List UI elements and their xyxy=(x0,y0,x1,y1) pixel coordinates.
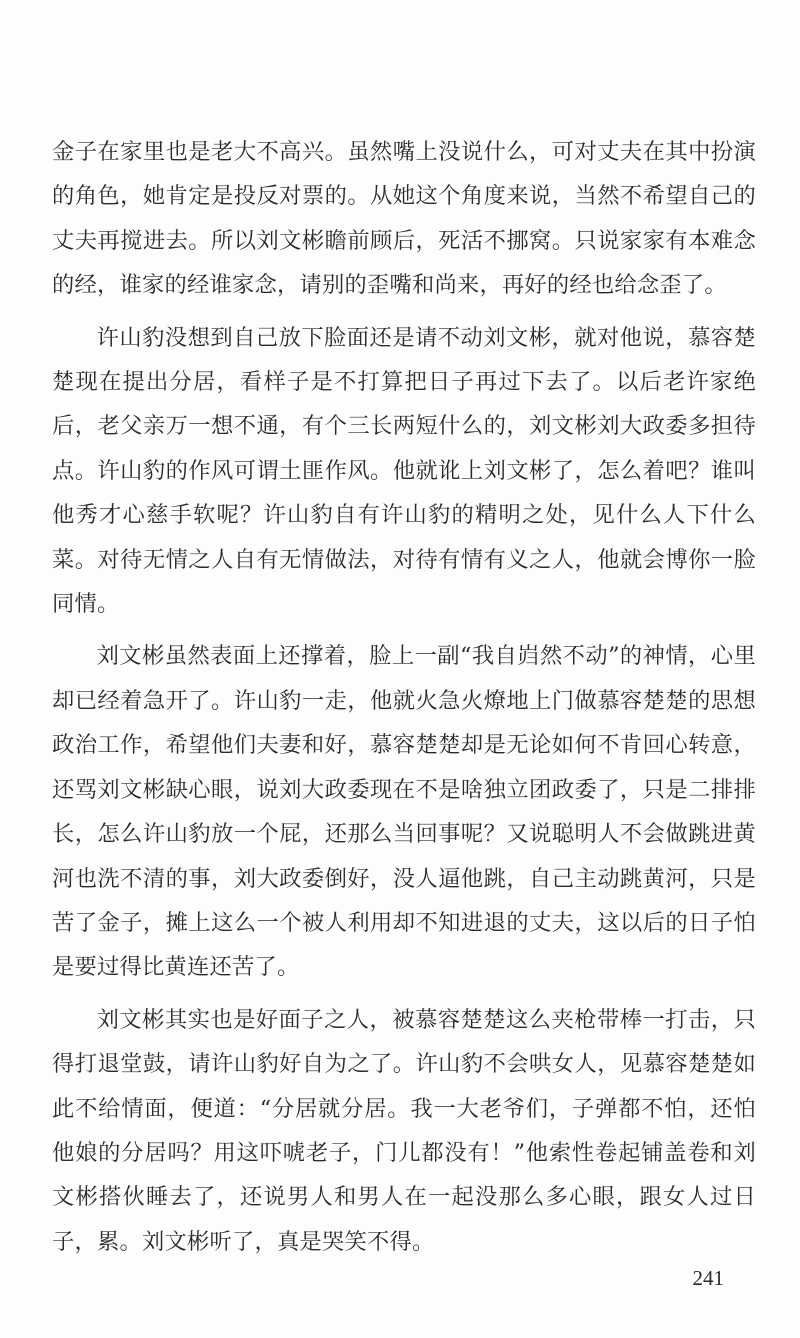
paragraph-2: 许山豹没想到自己放下脸面还是请不动刘文彬，就对他说，慕容楚楚现在提出分居，看样子是不打算把日子再过下去了。以后老许家绝后，老父亲万一想不通，有个三长两短什么的，刘文彬刘大政委多担待点。许山豹的作风可谓土匪作风。他就讹上刘文彬了，怎么着吧？谁叫他秀才心慈手软呢？许山豹自有许山豹的精明之处，见什么人下什么菜。对待无情之人自有无情做法，对待有情有义之人，他就会博你一脸同情。 xyxy=(52,324,756,618)
page-number: 241 xyxy=(692,1266,724,1290)
body-text xyxy=(52,130,756,1272)
paragraph-3: 刘文彬虽然表面上还撑着，脸上一副“我自岿然不动”的神情，心里却已经着急开了。许山豹一走，他就火急火燎地上门做慕容楚楚的思想政治工作，希望他们夫妻和好，慕容楚楚却是无论如何不肯回心转意，还骂刘文彬缺心眼，说刘大政委现在不是啥独立团政委了，只是二排排长，怎么许山豹放一个屁，还那么当回事呢？又说聪明人不会做跳进黄河也洗不清的事，刘大政委倒好，没人逼他跳，自己主动跳黄河，只是苦了金子，摊上这么一个被人利用却不知进退的丈夫，这以后的日子怕是要过得比黄连还苦了。 xyxy=(52,643,756,981)
paragraph-1: 金子在家里也是老大不高兴。虽然嘴上没说什么，可对丈夫在其中扮演的角色，她肯定是投反对票的。从她这个角度来说，当然不希望自己的丈夫再搅进去。所以刘文彬瞻前顾后，死活不挪窝。只说家家有本难念的经，谁家的经谁家念，请别的歪嘴和尚来，再好的经也给念歪了。 xyxy=(52,139,756,299)
paragraph-4: 刘文彬其实也是好面子之人，被慕容楚楚这么夹枪带棒一打击，只得打退堂鼓，请许山豹好自为之了。许山豹不会哄女人，见慕容楚楚如此不给情面，便道：“分居就分居。我一大老爷们，子弹都不怕，还怕他娘的分居吗？用这吓唬老子，门儿都没有！”他索性卷起铺盖卷和刘文彬搭伙睡去了，还说男人和男人在一起没那么多心眼，跟女人过日子，累。刘文彬听了，真是哭笑不得。 xyxy=(52,1006,756,1255)
